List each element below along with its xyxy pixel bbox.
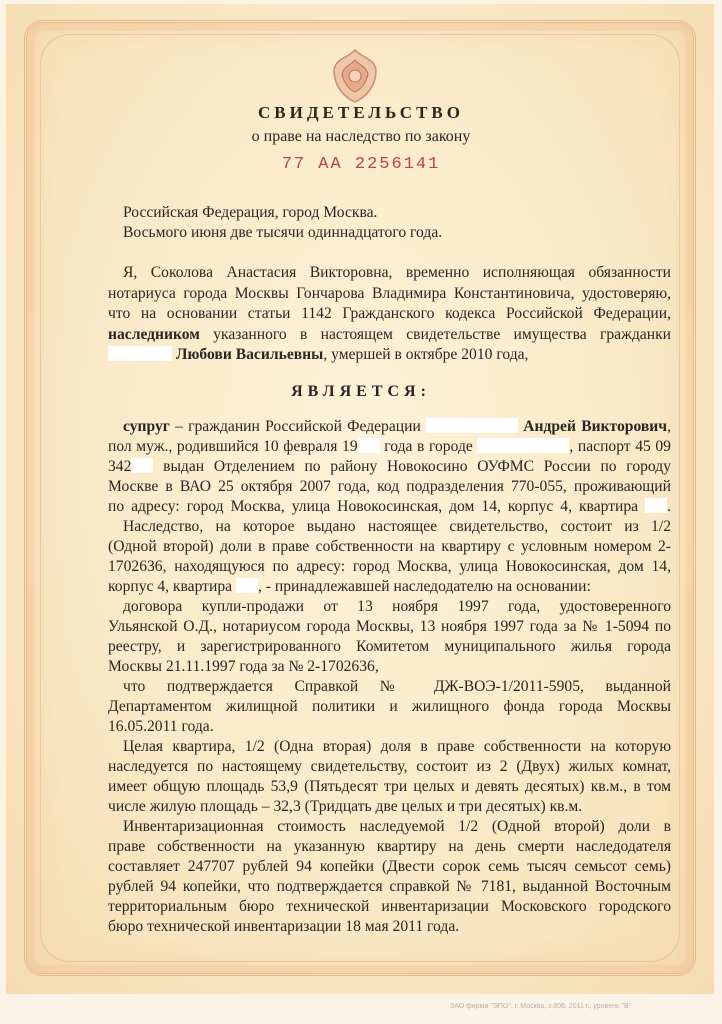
text-segment: бюро технической инвентаризации 18 мая 2011 года.: [108, 918, 460, 935]
text-segment: пол муж., родившийся 10 февраля 19: [108, 438, 358, 455]
text-line: [108, 857, 671, 877]
bold-text: наследником: [108, 325, 200, 343]
text-segment: указанного в настоящем свидетельстве имущества гражданки: [199, 325, 671, 343]
text-line: [108, 757, 671, 777]
text-segment: Российская Федерация, город Москва.: [123, 204, 378, 221]
text-segment: рублей 94 копейки, что подтверждается справкой № 7181, выданной Восточным: [108, 878, 671, 895]
redaction-box: [131, 458, 153, 473]
redaction-box: [477, 438, 569, 453]
text-segment: 16.05.2011 года.: [108, 718, 214, 735]
text-segment: Москвы 21.11.1997 года за № 2-1702636,: [108, 658, 379, 675]
text-segment: , - принадлежавшей наследодателю на основании:: [257, 578, 591, 595]
document-number: 77 АА 2256141: [281, 155, 441, 174]
text-line: [108, 737, 671, 757]
text-line: [108, 477, 671, 497]
text-line: [108, 203, 671, 223]
text-line: [108, 417, 671, 437]
text-segment: что на основании статьи 1142 Гражданского кодекса Российской Федерации,: [108, 305, 671, 322]
text-line: [108, 677, 671, 697]
bold-text: Любови Васильевны: [172, 346, 324, 363]
text-segment: Ульянской О.Д., нотариусом города Москвы, 13 ноября 1997 года за № 1-5094 по: [108, 618, 671, 635]
printer-imprint: ЗАО фирма "ЭПО", г. Москва, з.806, 2011 г., уровень "В": [450, 1003, 632, 1010]
text-line: [108, 223, 671, 243]
text-line: [108, 717, 671, 737]
text-segment: 1702636, находящуюся по адресу: город Москва, улица Новокосинская, дом 14,: [108, 558, 671, 575]
text-segment: Восьмого июня две тысячи одиннадцатого года.: [123, 224, 443, 241]
text-line: [108, 577, 671, 597]
text-line: [108, 797, 671, 817]
text-line: [108, 263, 671, 284]
text-line: [108, 697, 671, 717]
text-line: [108, 437, 671, 457]
document-subtitle: о праве на наследство по закону: [251, 128, 471, 145]
text-segment: по адресу: город Москва, улица Новокосинская, дом 14, корпус 4, квартира: [108, 498, 646, 515]
text-line: [108, 497, 671, 517]
text-segment: Наследство, на которое выдано настоящее свидетельство, состоит из 1/2: [123, 518, 671, 535]
text-line: [108, 345, 671, 366]
text-segment: Я, Соколова Анастасия Викторовна, временно исполняющая обязанности: [123, 264, 671, 281]
text-line: [108, 537, 671, 557]
text-line: [108, 304, 671, 325]
text-segment: Инвентаризационная стоимость наследуемой 1/2 (Одной второй) доли в: [123, 818, 671, 835]
bold-text: Андрей Викторович: [518, 418, 668, 435]
notary-statement: [108, 263, 671, 366]
redaction-box: [645, 498, 667, 513]
text-segment: договора купли-продажи от 13 ноября 1997 года, удостоверенного: [123, 598, 671, 615]
text-segment: (Одной второй) доли в праве собственности на квартиру с условным номером 2-: [108, 538, 671, 555]
text-segment: корпус 4, квартира: [108, 578, 236, 595]
text-segment: ,: [667, 418, 671, 435]
text-segment: имеет общую площадь 53,9 (Пятьдесят три целых и девять десятых) кв.м., в том: [108, 778, 671, 795]
text-line: [108, 325, 671, 346]
text-line: [108, 637, 671, 657]
text-segment: – гражданин Российской Федерации: [169, 418, 427, 435]
heir-details-body: [108, 417, 671, 937]
text-line: [108, 617, 671, 637]
text-line: [108, 777, 671, 797]
text-line: [108, 837, 671, 857]
text-segment: , умершей в октябре 2010 года,: [323, 346, 529, 363]
redaction-box: [108, 346, 172, 361]
bold-text: супруг: [123, 418, 170, 435]
text-segment: Москве в ВАО 25 октября 2007 года, код подразделения 770-055, проживающий: [108, 478, 671, 495]
text-segment: .: [667, 498, 671, 515]
text-line: [108, 897, 671, 917]
coat-of-arms-emblem-icon: [330, 48, 380, 104]
text-line: [108, 557, 671, 577]
text-segment: наследуется по настоящему свидетельству, состоит из 2 (Двух) жилых комнат,: [108, 758, 671, 775]
text-segment: территориальным бюро технической инвентаризации Московского городского: [108, 898, 671, 915]
text-segment: реестру, и зарегистрированного Комитетом муниципального жилья города: [108, 638, 671, 655]
text-segment: Департаментом жилищной политики и жилищного фонда города Москвы: [108, 698, 671, 715]
text-segment: выдан Отделением по району Новокосино ОУФМС России по городу: [153, 458, 671, 475]
document-title: СВИДЕТЕЛЬСТВО: [258, 103, 464, 122]
redaction-box: [358, 438, 380, 453]
redaction-box: [236, 578, 258, 593]
text-line: [108, 597, 671, 617]
text-segment: составляет 247707 рублей 94 копейки (Двести сорок семь тысяч семьсот семь): [108, 858, 671, 875]
text-segment: праве собственности на указанную квартиру на день смерти наследодателя: [108, 838, 671, 855]
text-line: [108, 517, 671, 537]
text-segment: Целая квартира, 1/2 (Одна вторая) доля в праве собственности на которую: [123, 738, 671, 755]
text-segment: числе жилую площадь – 32,3 (Тридцать две целых и три десятых) кв.м.: [108, 798, 583, 815]
text-segment: года в городе: [379, 438, 478, 455]
text-line: [108, 657, 671, 677]
text-line: [108, 817, 671, 837]
text-segment: что подтверждается Справкой № ДЖ-ВОЭ-1/2011-5905, выданной: [123, 678, 671, 695]
text-segment: 342: [108, 458, 132, 475]
text-line: [108, 457, 671, 477]
text-segment: , паспорт 45 09: [569, 438, 671, 455]
text-line: [108, 877, 671, 897]
heir-heading: ЯВЛЯЕТСЯ:: [291, 383, 431, 400]
place-date-block: [108, 203, 671, 243]
text-segment: нотариуса города Москвы Гончарова Владимира Константиновича, удостоверяю,: [108, 284, 671, 302]
text-line: [108, 917, 671, 937]
redaction-box: [426, 418, 518, 433]
text-line: [108, 284, 671, 305]
